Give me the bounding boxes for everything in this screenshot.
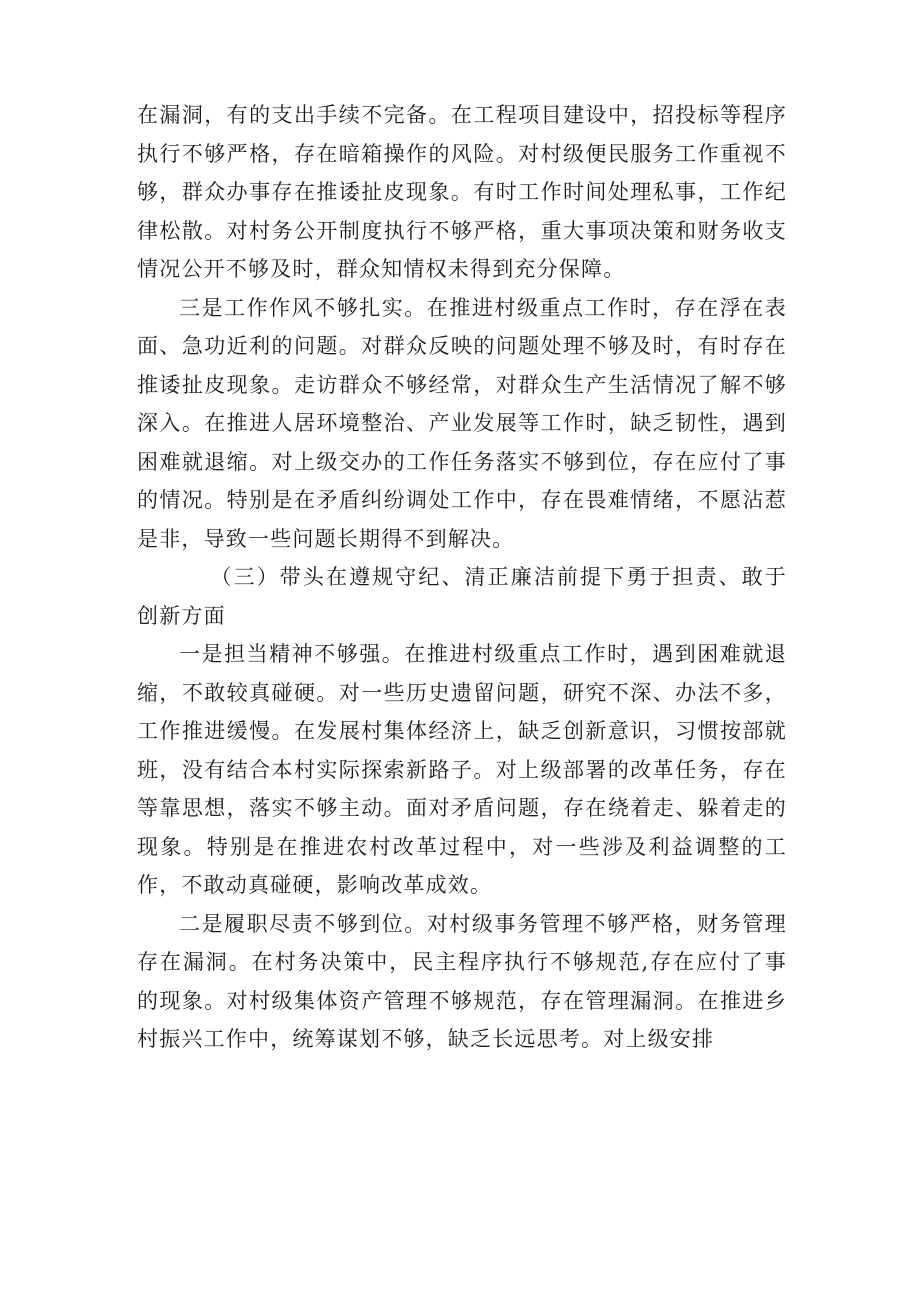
paragraph-duty: 二是履职尽责不够到位。对村级事务管理不够严格，财务管理存在漏洞。在村务决策中，民主程序执行不够规范,存在应付了事的现象。对村级集体资产管理不够规范，存在管理漏洞。在推进乡村振兴工作中，统筹谋划不够，缺乏长远思考。对上级安排 xyxy=(137,911,787,1051)
section-heading: （三）带头在遵规守纪、清正廉洁前提下勇于担责、敢于创新方面 xyxy=(137,565,787,628)
document-page xyxy=(137,96,787,1059)
paragraph-work-style: 三是工作作风不够扎实。在推进村级重点工作时，存在浮在表面、急功近利的问题。对群众反映的问题处理不够及时，有时存在推诿扯皮现象。走访群众不够经常，对群众生产生活情况了解不够深入。在推进人居环境整治、产业发展等工作时，缺乏韧性，遇到困难就退缩。对上级交办的工作任务落实不够到位，存在应付了事的情况。特别是在矛盾纠纷调处工作中，存在畏难情绪，不愿沾惹是非，导致一些问题长期得不到解决。 xyxy=(137,295,787,551)
paragraph-responsibility: 一是担当精神不够强。在推进村级重点工作时，遇到困难就退缩，不敢较真碰硬。对一些历史遗留问题，研究不深、办法不多，工作推进缓慢。在发展村集体经济上，缺乏创新意识，习惯按部就班，没有结合本村实际探索新路子。对上级部署的改革任务，存在等靠思想，落实不够主动。面对矛盾问题，存在绕着走、躲着走的现象。特别是在推进农村改革过程中，对一些涉及利益调整的工作，不敢动真碰硬，影响改革成效。 xyxy=(137,642,787,897)
paragraph-continuation: 在漏洞，有的支出手续不完备。在工程项目建设中，招投标等程序执行不够严格，存在暗箱操作的风险。对村级便民服务工作重视不够，群众办事存在推诿扯皮现象。有时工作时间处理私事，工作纪律松散。对村务公开制度执行不够严格，重大事项决策和财务收支情况公开不够及时，群众知情权未得到充分保障。 xyxy=(137,103,787,281)
